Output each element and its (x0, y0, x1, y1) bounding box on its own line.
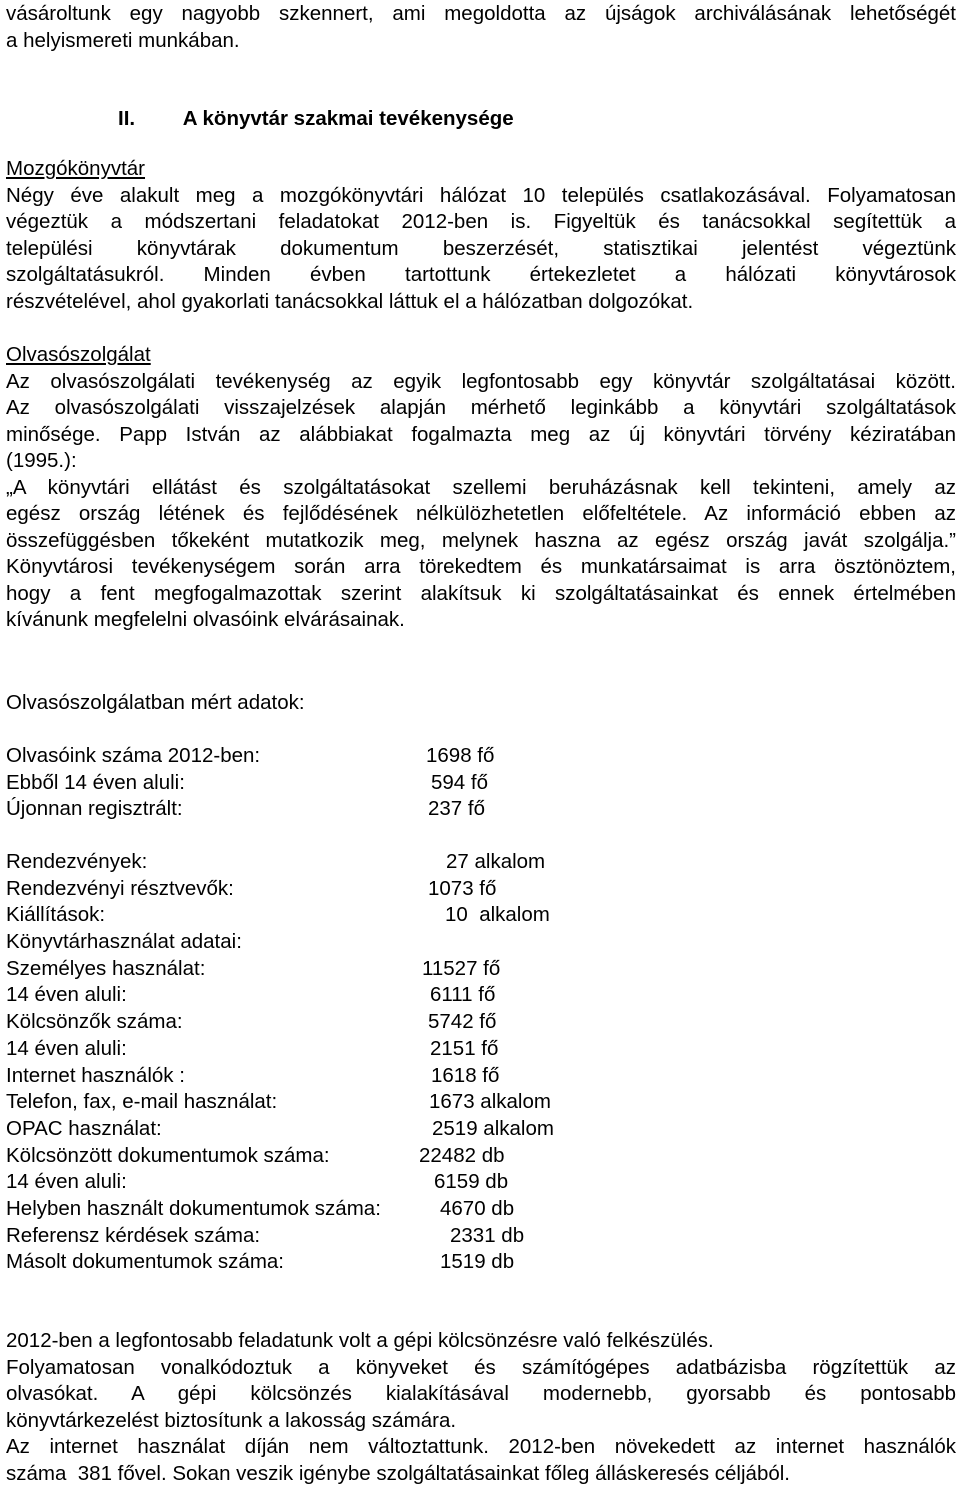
stat-value: 2331 db (450, 1223, 525, 1247)
stat-label: Kölcsönzők száma: (6, 1010, 183, 1034)
stat-label: Rendezvényi résztvevők: (6, 876, 234, 900)
intro-line: vásároltunk egy nagyobb szkennert, ami megoldotta az újságok archiválásának lehetőségét (6, 2, 956, 25)
mozgo-line: végeztük a módszertani feladatokat 2012-ben is. Figyeltük és tanácsokkal segítettük a (6, 210, 956, 233)
stat-value: 2519 alkalom (432, 1116, 554, 1140)
stat-label: Újonnan regisztrált: (6, 797, 183, 821)
stats-group-1 (6, 743, 956, 823)
intro-paragraph (6, 1, 956, 54)
stat-label: OPAC használat: (6, 1116, 162, 1140)
stat-row (6, 1116, 956, 1143)
stat-label: 14 éven aluli: (6, 983, 127, 1007)
stat-label: 14 éven aluli: (6, 1170, 127, 1194)
closing-line: Az internet használat díján nem változtattunk. 2012-ben növekedett az internet használók (6, 1435, 956, 1458)
mozgo-heading: Mozgókönyvtár (6, 157, 146, 180)
mozgo-line: szolgáltatásukról. Minden évben tartottunk értekezletet a hálózati könyvtárosok (6, 263, 956, 286)
stat-value: 1698 fő (426, 744, 495, 767)
section-number: II. (118, 107, 136, 130)
stat-row (6, 1089, 956, 1116)
mozgo-section (6, 156, 956, 315)
stat-value: 237 fő (428, 797, 485, 821)
stat-value: 6111 fő (430, 983, 496, 1007)
olvaso-line: hogy a fent megfogalmazottak szerint alakítsuk ki szolgáltatásainkat és ennek értelmében (6, 581, 956, 605)
stat-label: Internet használók : (6, 1063, 185, 1087)
closing-line: Folyamatosan vonalkódoztuk a könyveket és számítógépes adatbázisba rögzítettük az (6, 1355, 956, 1379)
stat-label: Referensz kérdések száma: (6, 1223, 261, 1247)
olvaso-line: (1995.): (6, 449, 77, 472)
closing-line: könyvtárkezelést biztosítunk a lakosság számára. (6, 1408, 457, 1432)
quote-line: „A könyvtári ellátást és szolgáltatásokat szellemi beruházásnak kell tekinteni, amely az (6, 475, 956, 499)
stat-label: Helyben használt dokumentumok száma: (6, 1196, 381, 1220)
stat-label: 14 éven aluli: (6, 1036, 127, 1060)
quote-line: egész ország létének és fejlődésének nélkülözhetetlen előfeltétele. Az információ ebben az (6, 502, 956, 525)
intro-line: a helyismereti munkában. (6, 28, 240, 52)
olvaso-line: Az olvasószolgálati tevékenység az egyik legfontosabb egy könyvtár szolgáltatásai között. (6, 369, 956, 393)
stat-label: Telefon, fax, e-mail használat: (6, 1090, 278, 1114)
stat-value: 2151 fő (430, 1036, 499, 1060)
stat-row (6, 1169, 956, 1196)
stat-label: Kiállítások: (6, 903, 106, 927)
stat-row (6, 1249, 956, 1276)
stat-row (6, 902, 956, 929)
stat-row (6, 849, 956, 876)
stat-label: Kölcsönzött dokumentumok száma: (6, 1143, 330, 1167)
olvaso-line: Könyvtárosi tevékenységem során arra törekedtem és munkatársaimat is arra ösztönöztem, (6, 555, 956, 578)
stat-value: 594 fő (431, 770, 488, 794)
stats-group-2 (6, 849, 956, 1276)
closing-line: száma 381 fővel. Sokan veszik igénybe szolgáltatásainkat főleg álláskeresés céljából. (6, 1461, 790, 1485)
stat-value: 1618 fő (431, 1063, 500, 1087)
stat-row (6, 1143, 956, 1170)
stat-value: 22482 db (419, 1143, 505, 1167)
mozgo-line: részvételével, ahol gyakorlati tanácsokkal láttuk el a hálózatban dolgozókat. (6, 289, 694, 313)
mozgo-line: települési könyvtárak dokumentum beszerzését, statisztikai jelentést végeztünk (6, 236, 956, 260)
stat-row (6, 770, 956, 797)
quote-line: összefüggésben tőkeként mutatkozik meg, melynek haszna az egész ország javát szolgálja.” (6, 528, 956, 552)
stat-row (6, 1009, 956, 1036)
stat-label: Személyes használat: (6, 956, 206, 980)
section-heading (118, 106, 514, 133)
stat-row (6, 743, 956, 770)
stat-label: Rendezvények: (6, 850, 148, 873)
olvaso-line: Az olvasószolgálati visszajelzések alapján mérhető leginkább a könyvtári szolgáltatások (6, 396, 956, 419)
stat-value: 27 alkalom (446, 850, 546, 873)
stat-value: 1519 db (440, 1250, 515, 1274)
stats-heading: Olvasószolgálatban mért adatok: (6, 691, 305, 714)
olvaso-heading: Olvasószolgálat (6, 343, 151, 366)
stat-value: 11527 fő (422, 956, 501, 980)
stat-row (6, 1223, 956, 1250)
olvaso-section (6, 342, 956, 634)
stat-label: Olvasóink száma 2012-ben: (6, 744, 261, 767)
stat-label: Könyvtárhasználat adatai: (6, 930, 242, 954)
stat-row (6, 1196, 956, 1223)
stat-value: 5742 fő (428, 1010, 497, 1034)
stat-row (6, 929, 956, 956)
stat-row (6, 956, 956, 983)
stat-value: 1073 fő (428, 876, 497, 900)
stat-row (6, 982, 956, 1009)
stat-label: Ebből 14 éven aluli: (6, 770, 185, 794)
section-title: A könyvtár szakmai tevékenysége (182, 107, 514, 130)
stat-row (6, 876, 956, 903)
stat-value: 10 alkalom (445, 903, 550, 927)
closing-line: olvasókat. A gépi kölcsönzés kialakításával modernebb, gyorsabb és pontosabb (6, 1382, 956, 1405)
stat-label: Másolt dokumentumok száma: (6, 1250, 285, 1274)
closing-section (6, 1328, 956, 1487)
closing-line: 2012-ben a legfontosabb feladatunk volt a gépi kölcsönzésre való felkészülés. (6, 1329, 714, 1352)
mozgo-line: Négy éve alakult meg a mozgókönyvtári hálózat 10 település csatlakozásával. Folyamatosan (6, 183, 956, 207)
stat-value: 1673 alkalom (429, 1090, 551, 1114)
olvaso-line: minősége. Papp István az alábbiakat fogalmazta meg az új könyvtári törvény kéziratában (6, 422, 956, 446)
stat-row (6, 1063, 956, 1090)
olvaso-line: kívánunk megfelelni olvasóink elvárásainak. (6, 608, 405, 631)
stat-row (6, 1036, 956, 1063)
stat-value: 4670 db (440, 1196, 515, 1220)
stat-value: 6159 db (434, 1170, 509, 1194)
stat-row (6, 796, 956, 823)
